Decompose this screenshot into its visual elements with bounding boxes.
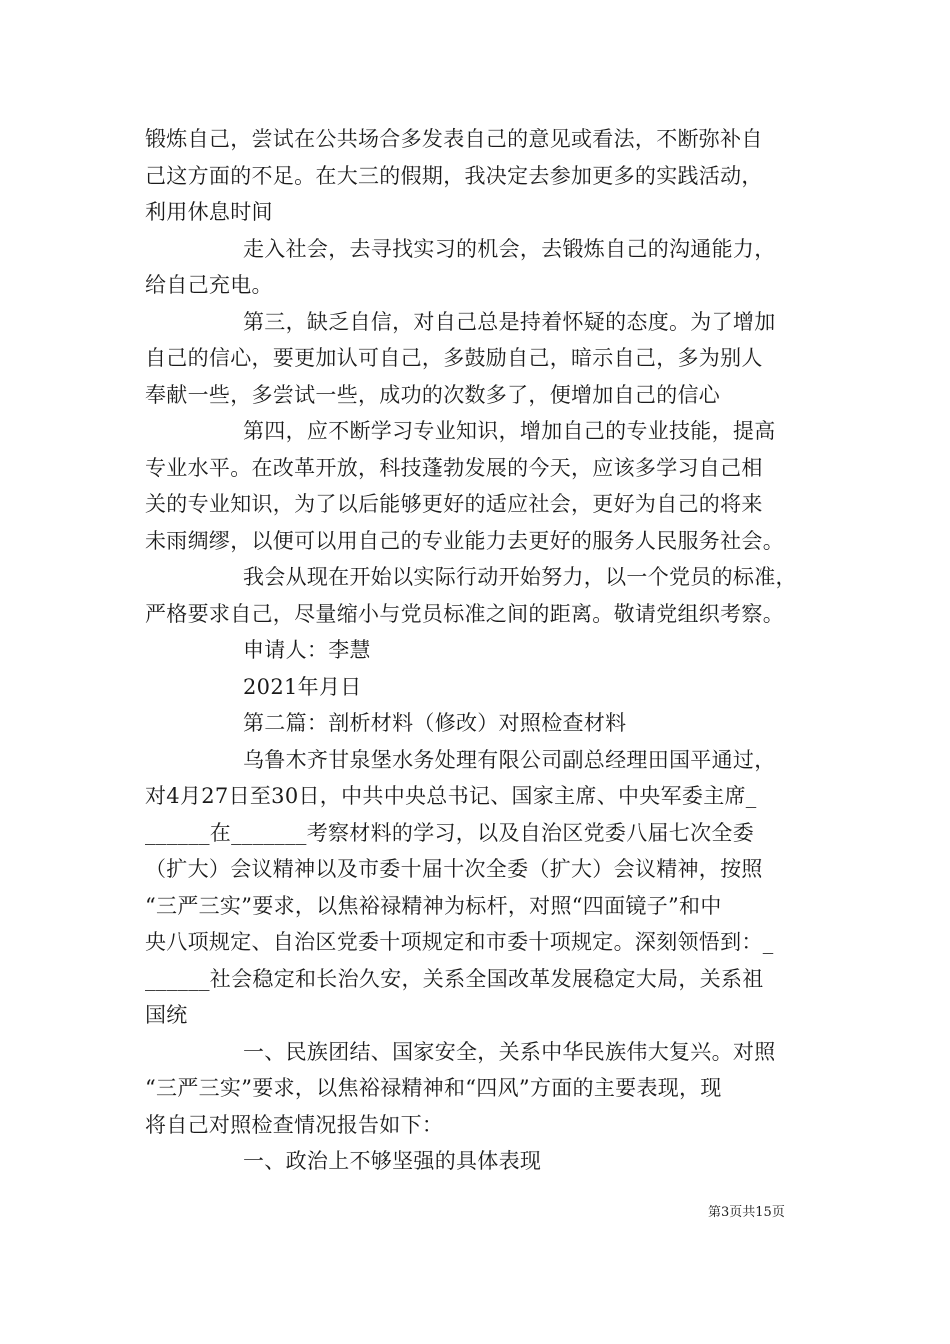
text-line: （扩大）会议精神以及市委十届十次全委（扩大）会议精神，按照 [145,857,763,881]
text-line: ______在_______考察材料的学习，以及自治区党委八届七次全委 [145,820,754,845]
text-line: 央八项规定、自治区党委十项规定和市委十项规定。深刻领悟到：_ [145,930,774,954]
text-line: 第三，缺乏自信，对自己总是持着怀疑的态度。为了增加 [243,309,776,334]
text-line: 第四，应不断学习专业知识，增加自己的专业技能，提高 [243,419,776,443]
text-line: “三严三实”要求，以焦裕禄精神和“四风”方面的主要表现，现 [145,1076,722,1100]
text-line: 一、政治上不够坚强的具体表现 [243,1149,542,1173]
text-line: 我会从现在开始以实际行动开始努力，以一个党员的标准， [243,565,797,589]
text-line: 锻炼自己，尝试在公共场合多发表自己的意见或看法，不断弥补自 [145,127,763,151]
text-line: 一、民族团结、国家安全，关系中华民族伟大复兴。对照 [243,1039,776,1064]
text-line: 申请人：李慧 [243,638,371,662]
page-number: 第3页共15页 [708,1205,785,1220]
text-line: 乌鲁木齐甘泉堡水务处理有限公司副总经理田国平通过， [243,747,776,772]
text-line: 2021年月日 [243,674,362,699]
text-line: 给自己充电。 [145,273,273,297]
text-line: 专业水平。在改革开放，科技蓬勃发展的今天，应该多学习自己相 [145,455,763,480]
text-line: 严格要求自己，尽量缩小与党员标准之间的距离。敬请党组织考察。 [145,601,784,626]
text-line: 奉献一些，多尝试一些，成功的次数多了，便增加自己的信心 [145,382,721,407]
text-line: 未雨绸缪，以便可以用自己的专业能力去更好的服务人民服务社会。 [145,528,784,553]
text-line: 对4月27日至30日，中共中央总书记、国家主席、中央军委主席_ [145,784,757,808]
text-line: 利用休息时间 [145,200,273,224]
text-line: 将自己对照检查情况报告如下： [145,1112,444,1137]
text-line: ______社会稳定和长治久安，关系全国改革发展稳定大局，关系祖 [145,966,764,991]
text-line: 国统 [145,1003,188,1027]
text-line: 关的专业知识，为了以后能够更好的适应社会，更好为自己的将来 [145,492,763,516]
text-line: 自己的信心，要更加认可自己，多鼓励自己，暗示自己，多为别人 [145,346,763,370]
document-body [145,121,810,1180]
text-line: 走入社会，去寻找实习的机会，去锻炼自己的沟通能力， [243,236,776,261]
text-line: 己这方面的不足。在大三的假期，我决定去参加更多的实践活动， [145,163,763,188]
text-line: 第二篇：剖析材料（修改）对照检查材料 [243,711,627,735]
text-line: “三严三实”要求，以焦裕禄精神为标杆，对照“四面镜子”和中 [145,893,722,918]
